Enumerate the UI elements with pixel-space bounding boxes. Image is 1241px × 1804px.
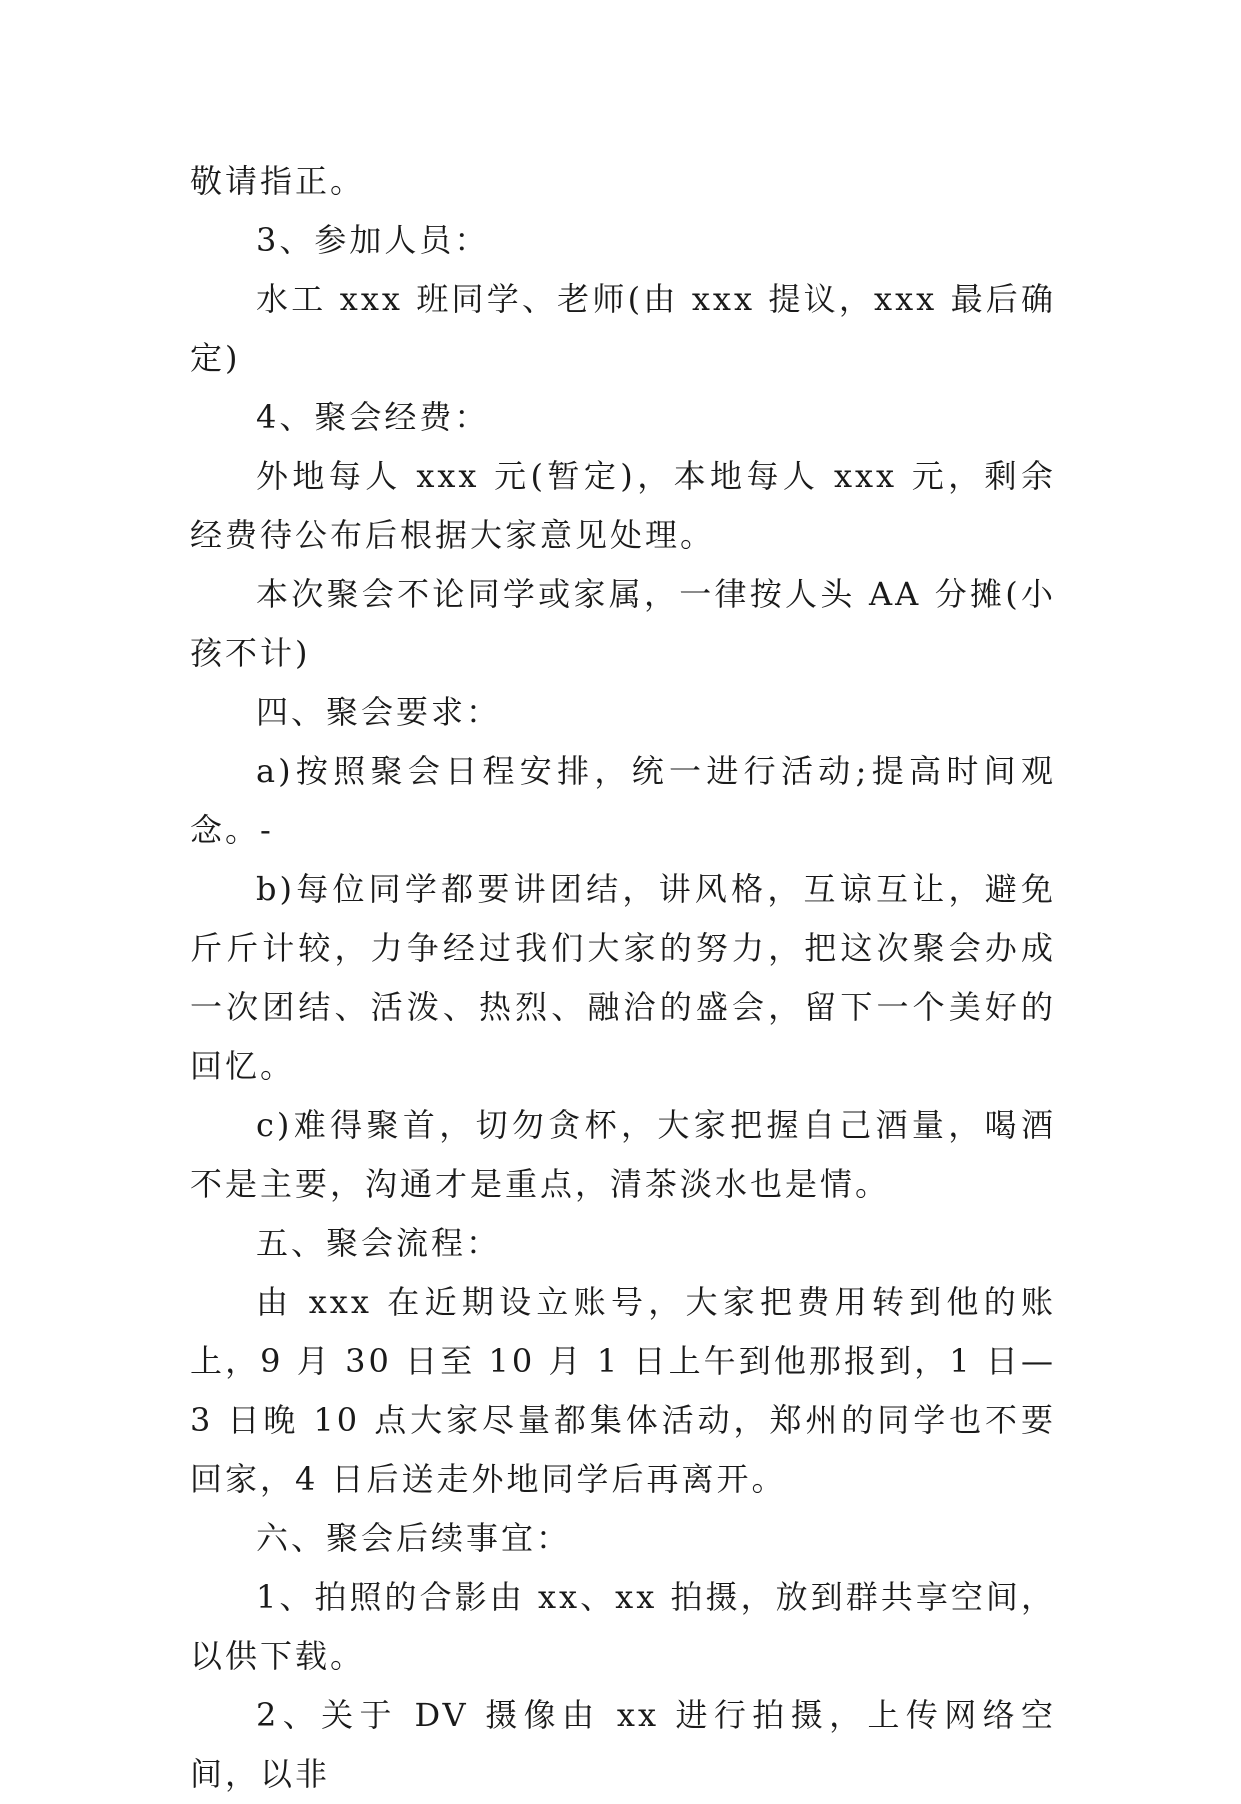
followup-item-1: 1、拍照的合影由 xx、xx 拍摄，放到群共享空间，以供下载。 bbox=[190, 1578, 1056, 1675]
document-body bbox=[190, 152, 1056, 1804]
requirement-b: b)每位同学都要讲团结，讲风格，互谅互让，避免斤斤计较，力争经过我们大家的努力，把这次聚会办成一次团结、活泼、热烈、融洽的盛会，留下一个美好的回忆。 bbox=[190, 870, 1056, 1085]
heading-followup: 六、聚会后续事宜： bbox=[256, 1519, 572, 1557]
followup-item-2: 2、关于 DV 摄像由 xx 进行拍摄，上传网络空间，以非 bbox=[190, 1696, 1056, 1793]
heading-funding: 4、聚会经费： bbox=[256, 398, 490, 436]
paragraph-funding: 外地每人 xxx 元(暂定)，本地每人 xxx 元，剩余经费待公布后根据大家意见处理。 bbox=[190, 457, 1056, 554]
requirement-a: a)按照聚会日程安排，统一进行活动;提高时间观念。- bbox=[190, 752, 1056, 849]
heading-process: 五、聚会流程： bbox=[256, 1224, 502, 1262]
paragraph-closing-line: 敬请指正。 bbox=[190, 162, 366, 200]
paragraph-participants: 水工 xxx 班同学、老师(由 xxx 提议，xxx 最后确定) bbox=[190, 280, 1056, 377]
heading-participants: 3、参加人员： bbox=[256, 221, 490, 259]
paragraph-cost-split: 本次聚会不论同学或家属，一律按人头 AA 分摊(小孩不计) bbox=[190, 575, 1056, 672]
heading-requirements: 四、聚会要求： bbox=[256, 693, 502, 731]
paragraph-process: 由 xxx 在近期设立账号，大家把费用转到他的账上，9 月 30 日至 10 月 1 日上午到他那报到，1 日—3 日晚 10 点大家尽量都集体活动，郑州的同学也不要回家，4 日后送走外地同学后再离开。 bbox=[190, 1283, 1056, 1498]
requirement-c: c)难得聚首，切勿贪杯，大家把握自己酒量，喝酒不是主要，沟通才是重点，清茶淡水也是情。 bbox=[190, 1106, 1056, 1203]
